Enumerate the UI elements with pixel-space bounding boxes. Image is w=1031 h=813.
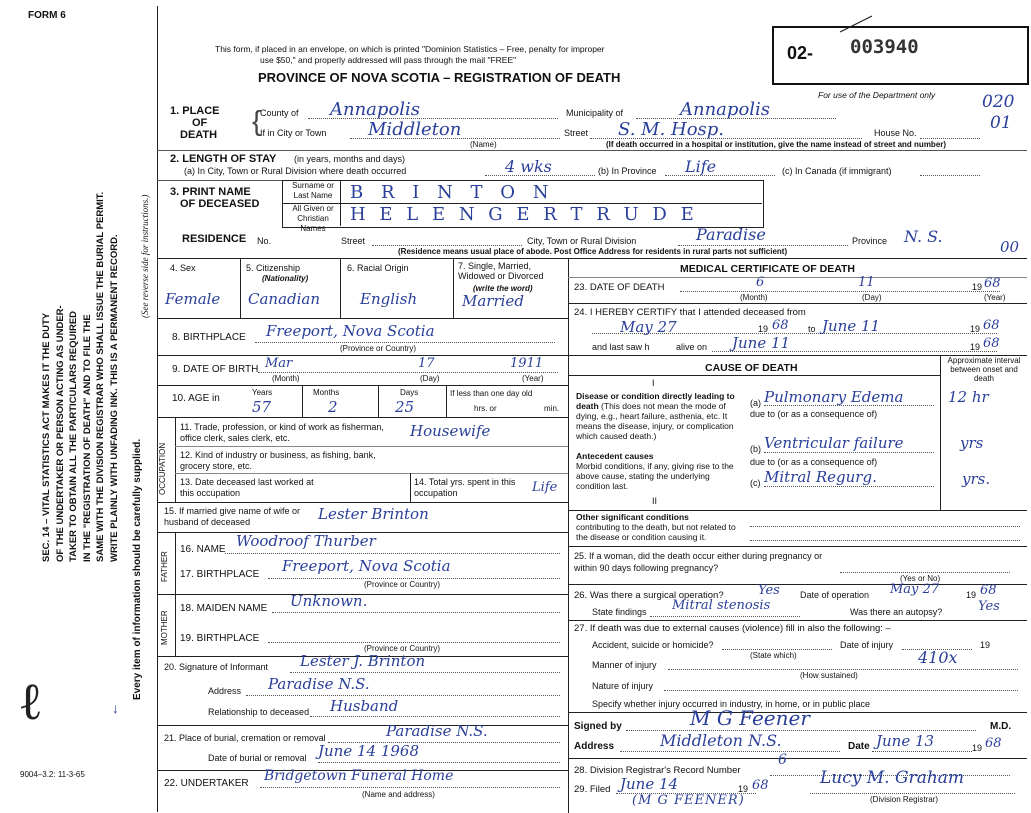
sign-year: 68 [985,736,1002,751]
surgery-value: Yes [758,583,780,598]
form-code: 9004–3.2: 11-3-65 [20,770,85,779]
registration-prefix: 02- [787,43,814,63]
yes-no-sub: (Yes or No) [900,574,941,583]
informant-address-label: Address [208,686,242,696]
residence-city-value: Paradise [696,225,766,244]
death-year: 68 [984,276,1001,291]
doctor-address-value: Middleton N.S. [660,731,782,750]
to-year: 68 [983,318,1000,333]
min-label: min. [544,404,560,413]
injury-date-label: Date of injury [840,640,894,650]
op-year: 68 [980,583,997,598]
stay-label: 2. LENGTH OF STAY [170,153,277,165]
certify-label: 24. I HEREBY CERTIFY that I attended deceased from [574,307,806,318]
birthplace-label: 8. BIRTHPLACE [172,332,246,343]
cause-title: CAUSE OF DEATH [705,362,798,374]
alive-on-label: alive on [676,342,708,352]
to-label: to [808,324,816,334]
cause-c-interval: yrs. [962,470,991,488]
stay-b-value: Life [685,157,717,176]
death-month: 6 [756,275,765,290]
dept-code-2: 01 [990,113,1012,133]
mother-maiden-label: 18. MAIDEN NAME [180,603,268,614]
sec14-line2: OF THE UNDERTAKER OR PERSON ACTING AS UNDER- [54,305,66,562]
record-number-value: 6 [778,752,787,768]
occ11-label: 11. Trade, profession, or kind of work as fisherman, office clerk, sales clerk, etc. [180,422,384,443]
printed-physician-name: (M G FEENER) [632,793,745,808]
surname-value: B R I N T O N [350,182,555,203]
undertaker-sub: (Name and address) [362,790,435,799]
dob-year-sub: (Year) [522,374,544,383]
years-label: Years [252,388,273,397]
informant-label: 20. Signature of Informant [164,662,269,672]
findings-label: State findings [592,607,647,617]
op-date-label: Date of operation [800,590,870,600]
marital-sub: (write the word) [473,284,533,293]
notice-line1: This form, if placed in an envelope, on which is printed "Dominion Statistics – Free, penalty for improper [215,44,605,54]
racial-label: 6. Racial Origin [347,263,409,273]
roman-one: I [652,378,655,388]
op-date-value: May 27 [890,582,940,597]
medical-title: MEDICAL CERTIFICATE OF DEATH [680,263,855,275]
dob-month-sub: (Month) [272,374,300,383]
death-month-sub: (Month) [740,293,768,302]
cause-a-interval: 12 hr [948,388,989,406]
occ14-value: Life [532,480,558,495]
antecedent-label: Antecedent causes Morbid conditions, if any, giving rise to the above cause, stating the underlying condition last. [576,451,734,491]
sec14-line5: SAME WITH THE DIVISION REGISTRAR WHO SHALL ISSUE THE BURIAL PERMIT. [95,191,106,562]
residence-province-value: N. S. [904,227,943,246]
father-prov-sub: (Province or Country) [364,580,441,589]
registrar-sub: (Division Registrar) [870,795,939,804]
city-value: Middleton [368,119,462,140]
occ14-label: 14. Total yrs. spent in this occupation [414,477,516,498]
occ11-value: Housewife [410,422,491,440]
dob-day-sub: (Day) [420,374,440,383]
days-label: Days [400,388,419,397]
form-number: FORM 6 [28,10,66,21]
name-label: 3. PRINT NAME OF DECEASED [170,186,260,210]
county-value: Annapolis [330,99,421,120]
due-to-b: due to (or as a consequence of) [750,457,878,467]
burial-date-label: Date of burial or removal [208,753,307,763]
other-conditions-label: Other significant conditions contributing to the death, but not related to the disease or condition causing it. [576,512,736,542]
attended-from: May 27 [620,318,677,336]
autopsy-value: Yes [978,599,1000,614]
burial-place-value: Paradise N.S. [386,722,488,740]
cause-c-value: Mitral Regurg. [764,468,877,486]
residence-no-label: No. [257,236,272,246]
sec14-line4: IN THE "REGISTRATION OF DEATH" AND TO FILE THE [81,314,93,562]
cause-b-value: Ventricular failure [764,434,904,452]
father-name-label: 16. NAME [180,544,226,555]
accident-label: Accident, suicide or homicide? [592,640,714,650]
relationship-label: Relationship to deceased [208,707,310,717]
form-title: PROVINCE OF NOVA SCOTIA – REGISTRATION OF DEATH [258,70,621,85]
hospital-note: (If death occurred in a hospital or institution, give the name instead of street and number) [606,140,947,149]
code-410x: 410x [918,648,958,667]
stay-c-label: (c) In Canada (if immigrant) [782,166,892,176]
dob-label: 9. DATE OF BIRTH [172,364,259,375]
sec14-line1: SEC. 14 – VITAL STATISTICS ACT MAKES IT THE DUTY [41,312,52,562]
death-date-label: 23. DATE OF DEATH [574,282,665,293]
from-year: 68 [772,318,789,333]
pregnancy-label: 25. If a woman, did the death occur either during pregnancy or within 90 days following pregnancy? [574,551,823,573]
external-label: 27. If death was due to external causes (violence) fill in also the following: – [574,623,891,634]
alive-on-date: June 11 [732,334,791,352]
death-day-sub: (Day) [862,293,882,302]
signed-label: Signed by [574,721,622,732]
mother-side-label: MOTHER [160,610,169,645]
findings-value: Mitral stenosis [672,598,771,613]
birthplace-value: Freeport, Nova Scotia [266,322,435,340]
dob-month: Mar [265,356,293,371]
occ12-label: 12. Kind of industry or business, as fishing, bank, grocery store, etc. [180,450,376,471]
interval-label: Approximate interval between onset and death [947,356,1021,383]
spouse-label: 15. If married give name of wife or husband of deceased [164,506,301,527]
notice-line2: use $50," and properly addressed will pass through the mail "FREE" [260,55,517,65]
street-label: Street [564,128,589,138]
from-year-pre: 19 [758,324,769,334]
occupation-side-label: OCCUPATION [158,442,167,495]
filed-year: 68 [752,778,769,793]
sec14-line6: WRITE PLAINLY WITH UNFADING INK. THIS IS A PERMANENT RECORD. [108,234,120,562]
alive-year: 68 [983,336,1000,351]
citizenship-sub: (Nationality) [262,274,309,283]
dob-year: 1911 [510,356,544,371]
dept-code-1: 020 [982,92,1015,112]
age-label: 10. AGE in [172,393,220,404]
residence-province-label: Province [852,236,888,246]
doctor-address-label: Address [574,741,615,752]
attended-to: June 11 [822,317,881,335]
alive-year-pre: 19 [970,342,981,352]
sex-value: Female [165,290,221,308]
spouse-value: Lester Brinton [318,505,429,523]
marital-label: 7. Single, Married, Widowed or Divorced [458,261,544,281]
margin-mark: ↓ [112,700,119,716]
mother-birthplace-label: 19. BIRTHPLACE [180,633,260,644]
marital-value: Married [462,292,524,310]
dept-use-label: For use of the Department only [818,90,936,100]
citizenship-value: Canadian [248,290,321,308]
occ13-label: 13. Date deceased last worked at this occupation [180,477,314,498]
residence-label: RESIDENCE [182,233,247,245]
undertaker-label: 22. UNDERTAKER [164,778,249,789]
margin-scribble: ℓ [18,672,43,732]
street-value: S. M. Hosp. [618,119,725,140]
age-years: 57 [252,398,272,416]
municipality-value: Annapolis [680,99,771,120]
death-year-sub: (Year) [984,293,1006,302]
filed-label: 29. Filed [574,784,611,795]
sign-date-value: June 13 [876,732,935,750]
filed-date: June 14 [620,775,679,793]
roman-two: II [652,496,658,506]
registration-number: 003940 [850,36,919,58]
stay-sub: (in years, months and days) [294,154,406,164]
every-item-note: Every item of information should be carefully supplied. [132,438,143,700]
burial-place-label: 21. Place of burial, cremation or removal [164,733,326,743]
sec14-line3: TAKER TO OBTAIN ALL THE PARTICULARS REQUIRED [68,310,79,562]
stay-a-label: (a) In City, Town or Rural Division where death occurred [184,166,407,176]
city-label: If in City or Town [260,128,327,138]
name-note: (Name) [470,140,497,149]
mother-prov-sub: (Province or Country) [364,644,441,653]
municipality-label: Municipality of [566,108,624,118]
informant-address-value: Paradise N.S. [268,675,370,693]
dob-day: 17 [418,356,435,371]
surname-label: Surname or Last Name [292,181,334,200]
mother-maiden-value: Unknown. [290,592,368,610]
record-number-label: 28. Division Registrar's Record Number [574,765,741,776]
sex-label: 4. Sex [170,263,196,273]
less-than-day: If less than one day old [450,389,533,398]
residence-city-label: City, Town or Rural Division [527,236,637,246]
cause-a-value: Pulmonary Edema [764,388,904,406]
county-label: County of [260,108,299,118]
md-label: M.D. [990,721,1012,732]
months-label: Months [313,388,340,397]
last-saw-label: and last saw h [592,342,650,352]
due-to-a: due to (or as a consequence of) [750,409,878,419]
given-value: H E L E N G E R T R U D E [350,204,698,225]
father-side-label: FATHER [160,551,169,582]
stay-b-label: (b) In Province [598,166,657,176]
citizenship-label: 5. Citizenship [246,263,301,273]
birthplace-sub: (Province or Country) [340,344,417,353]
hrs-label: hrs. or [474,404,497,413]
registrar-signature: Lucy M. Graham [820,768,965,788]
residence-street-label: Street [341,236,366,246]
burial-date-value: June 14 1968 [318,742,420,760]
death-year-pre: 19 [972,282,983,292]
disease-label: Disease or condition directly leading to death (This does not mean the mode of dying, e.g., heart failure, asthenia, etc. It means the disease, injury, or complication which caused death.) [576,391,735,441]
relationship-value: Husband [330,697,399,715]
check-mark [838,12,878,42]
to-year-pre: 19 [970,324,981,334]
cause-b-interval: yrs [960,434,984,452]
state-which-sub: (State which) [750,651,797,660]
margin-instructions [40,162,121,562]
autopsy-label: Was there an autopsy? [850,607,943,617]
racial-value: English [360,290,418,308]
age-days: 25 [395,398,415,416]
signed-value: M G Feener [690,706,810,730]
age-months: 2 [328,398,338,416]
father-name-value: Woodroof Thurber [236,532,376,550]
father-birthplace-label: 17. BIRTHPLACE [180,569,260,580]
informant-signature: Lester J. Brinton [300,652,426,670]
residence-note: (Residence means usual place of abode. Post Office Address for residents in rural parts not sufficient) [398,247,788,256]
house-no-label: House No. [874,128,917,138]
stay-a-value: 4 wks [505,157,552,176]
death-day: 11 [858,275,875,290]
see-reverse-note: (See reverse side for instructions.) [140,194,150,318]
nature-label: Nature of injury [592,681,654,691]
given-label: All Given or Christian Names [292,204,334,233]
undertaker-value: Bridgetown Funeral Home [264,768,454,784]
surgery-label: 26. Was there a surgical operation? [574,590,724,601]
sign-date-label: Date [848,741,870,752]
place-label: 1. PLACE OF DEATH [170,105,220,141]
specify-label: Specify whether injury occurred in industry, in home, or in public place [592,699,870,709]
manner-label: Manner of injury [592,660,657,670]
how-sustained-sub: (How sustained) [800,671,858,680]
dept-code-3: 00 [1000,238,1020,256]
father-birthplace-value: Freeport, Nova Scotia [282,557,451,575]
